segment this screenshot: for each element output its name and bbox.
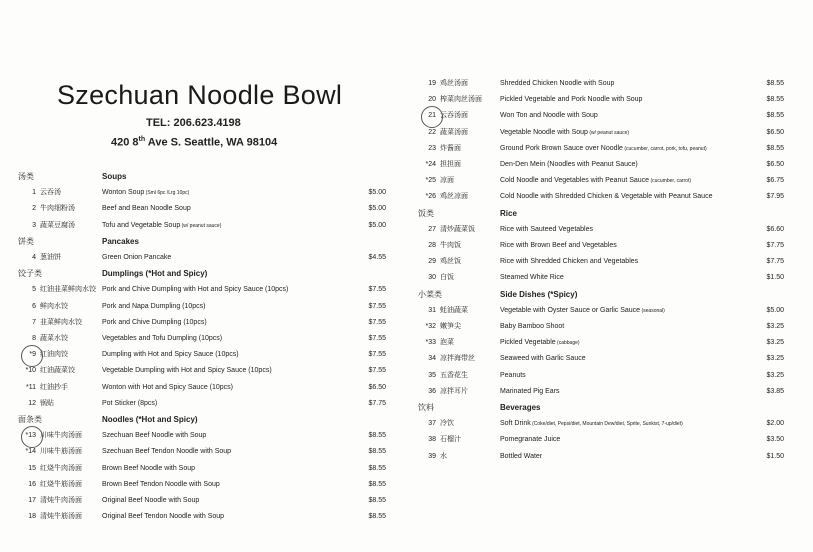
menu-item [18,494,388,508]
item-english-name: Pork and Chive Dumpling (10pcs) [102,318,207,326]
item-note: (cucumber, carrot) [649,178,692,185]
menu-item [418,126,788,140]
restaurant-name: Szechuan Noodle Bowl [57,80,343,110]
item-number: 19 [428,80,436,87]
item-english-name: Cold Noodle with Shredded Chicken & Vegetable with Peanut Sauce [500,193,713,201]
section-header [418,288,788,302]
item-number: 29 [428,258,436,266]
item-number: 3 [32,221,36,229]
item-english-name: Vegetable Noodle with Soup (w/ peanut sauce) [500,128,630,136]
menu-item [418,304,788,318]
item-price: $7.75 [368,399,386,407]
item-english-name: Ground Pork Brown Sauce over Noodle (cucumber, carrot, pork, tofu, peanut) [500,144,707,152]
menu-item [418,320,788,334]
item-price: $7.75 [766,242,784,249]
item-english-name: Marinated Pig Ears [500,387,560,395]
menu-item [18,397,388,411]
menu-item [418,223,788,237]
item-number: 6 [32,302,36,310]
item-chinese-name: 炸酱面 [440,144,461,152]
section-english-name: Pancakes [102,236,139,246]
item-chinese-name: 鸡丝饭 [440,258,461,266]
item-price: $8.55 [766,112,784,120]
menu-item [18,462,388,476]
item-price: $7.95 [766,193,784,201]
item-chinese-name: 红油蔬菜饺 [40,367,75,375]
item-chinese-name: 牛肉饭 [440,242,461,249]
item-chinese-name: 红油抄手 [40,383,68,391]
menu-item [418,239,788,253]
item-number: 27 [428,225,436,233]
item-price: $6.50 [766,128,784,136]
section-chinese-name: 汤类 [18,172,34,181]
item-price: $8.55 [766,96,784,104]
item-english-name: Pork and Napa Dumpling (10pcs) [102,302,206,310]
section-english-name: Side Dishes (*Spicy) [500,289,578,299]
item-number: 30 [428,274,436,282]
item-english-name: Pickled Vegetable (cabbage) [500,339,580,347]
item-number: 12 [28,399,36,407]
item-chinese-name: 担担面 [440,161,461,168]
item-english-name: Original Beef Noodle with Soup [102,497,200,504]
menu-item [418,174,788,188]
menu-item [18,381,388,395]
item-price: $5.00 [368,205,386,213]
item-english-name: Vegetable with Oyster Sauce or Garlic Sauce (seasonal) [500,306,665,314]
item-chinese-name: 锅贴 [40,399,54,407]
section-header [18,267,388,281]
item-number: *13 [25,432,36,440]
item-chinese-name: 泡菜 [440,339,454,347]
menu-item [18,429,388,443]
menu-item [418,417,788,431]
menu-item [18,348,388,362]
item-number: 23 [428,144,436,152]
item-price: $7.55 [368,367,386,375]
item-note: (cucumber, carrot, pork, tofu, peanut) [622,145,707,152]
item-price: $6.75 [766,177,784,185]
item-chinese-name: 嫩笋尖 [440,323,461,330]
item-price: $8.55 [368,448,386,456]
item-price: $6.50 [766,161,784,168]
item-number: 28 [428,242,436,249]
item-price: $6.60 [766,225,784,233]
item-number: *32 [425,323,436,330]
item-number: *26 [425,193,436,201]
item-chinese-name: 冷饮 [440,420,454,428]
section-header [18,170,388,184]
menu-item [18,316,388,330]
section-chinese-name: 饭类 [418,208,434,218]
item-price: $2.00 [766,420,784,428]
menu-item [418,450,788,464]
item-english-name: Pot Sticker (8pcs) [102,399,158,407]
item-price: $8.55 [766,80,784,87]
section-chinese-name: 饮料 [418,403,434,412]
item-english-name: Den-Den Mein (Noodles with Peanut Sauce) [500,161,638,168]
item-number: 18 [28,513,36,521]
menu-item [18,300,388,314]
item-price: $8.55 [368,513,386,521]
item-price: $5.00 [368,221,386,229]
item-english-name: Szechuan Beef Noodle with Soup [102,432,207,440]
item-number: *10 [25,367,36,375]
item-price: $4.55 [368,254,386,261]
item-number: *25 [425,177,436,185]
item-chinese-name: 水 [440,452,447,460]
item-english-name: Won Ton and Noodle with Soup [500,112,598,120]
item-chinese-name: 石榴汁 [440,436,461,444]
item-number: *24 [425,161,436,168]
item-note: (w/ peanut sauce) [587,129,630,136]
item-number: 15 [28,464,36,472]
menu-item [418,385,788,399]
item-chinese-name: 红烧牛肉汤面 [40,464,82,472]
item-english-name: Pomegranate Juice [500,436,561,444]
item-english-name: Rice with Shredded Chicken and Vegetables [500,258,639,266]
item-price: $8.55 [368,464,386,472]
menu-item [418,190,788,204]
item-price: $8.55 [766,144,784,152]
item-number: 38 [428,436,436,444]
section-english-name: Rice [500,208,517,218]
item-price: $6.50 [368,383,386,391]
section-english-name: Dumplings (*Hot and Spicy) [102,269,208,279]
item-number: 1 [32,189,36,197]
item-chinese-name: 五香花生 [440,371,468,379]
item-price: $3.25 [766,339,784,347]
menu-item [418,336,788,350]
menu-item [18,510,388,524]
item-english-name: Wonton Soup (Sml 6pc /Lrg 10pc) [102,189,190,197]
item-english-name: Steamed White Rice [500,274,564,282]
item-number: 37 [428,420,436,428]
item-number: *9 [29,351,36,359]
address-number: 420 8 [111,136,139,149]
menu-item [18,478,388,492]
item-number: 36 [428,387,436,395]
item-chinese-name: 蔬菜水饺 [40,335,68,342]
item-english-name: Peanuts [500,371,526,379]
section-header [418,401,788,415]
item-english-name: Cold Noodle and Vegetables with Peanut Sauce (cucumber, carrot) [500,177,692,185]
item-number: 17 [28,497,36,504]
section-header [18,235,388,249]
item-chinese-name: 榨菜肉丝汤面 [440,96,482,104]
item-chinese-name: 白饭 [440,274,454,282]
menu-item [418,158,788,172]
item-price: $3.50 [766,436,784,444]
item-chinese-name: 红烧牛筋汤面 [40,480,82,488]
item-price: $7.55 [368,351,386,359]
item-english-name: Rice with Brown Beef and Vegetables [500,242,617,249]
item-note: (Coke/diet, Pepsi/diet, Mountain Dew/diet, Sprite, Sunkist, 7-up/diet) [530,421,683,428]
item-chinese-name: 川味牛筋汤面 [40,448,82,456]
item-english-name: Pork and Chive Dumpling with Hot and Spicy Sauce (10pcs) [102,286,289,294]
menu-item [18,445,388,459]
menu-item [18,364,388,378]
item-number: 20 [428,96,436,104]
menu-item [18,186,388,200]
phone-number: TEL: 206.623.4198 [146,117,241,129]
item-english-name: Rice with Sauteed Vegetables [500,225,594,233]
item-number: 8 [32,335,36,342]
menu-item [418,271,788,285]
item-english-name: Pickled Vegetable and Pork Noodle with Soup [500,96,643,104]
item-chinese-name: 葱油饼 [40,254,61,261]
section-chinese-name: 饺子类 [18,269,42,279]
menu-item [418,93,788,107]
item-english-name: Dumpling with Hot and Spicy Sauce (10pcs) [102,351,239,359]
menu-item [418,433,788,447]
item-number: 5 [32,286,36,294]
item-chinese-name: 鲜肉水饺 [40,302,68,310]
item-chinese-name: 红油韭菜鲜肉水饺 [40,286,96,294]
item-english-name: Vegetable Dumpling with Hot and Spicy Sauce (10pcs) [102,367,272,375]
item-english-name: Soft Drink (Coke/diet, Pepsi/diet, Mountain Dew/diet, Sprite, Sunkist, 7-up/diet) [500,420,683,428]
item-number: 34 [428,355,436,363]
item-english-name: Beef and Bean Noodle Soup [102,205,191,213]
section-chinese-name: 小菜类 [418,289,442,299]
item-price: $7.55 [368,318,386,326]
item-number: 7 [32,318,36,326]
item-number: 4 [32,254,36,261]
section-chinese-name: 饼类 [18,236,34,246]
item-chinese-name: 蔬菜汤面 [440,128,468,136]
item-chinese-name: 红油肉饺 [40,351,68,359]
menu-item [18,202,388,216]
address-street: Ave S. Seattle, WA 98104 [145,136,278,149]
item-price: $5.00 [368,189,386,197]
item-chinese-name: 牛肉细粉汤 [40,205,75,213]
item-english-name: Brown Beef Noodle with Soup [102,464,195,472]
item-chinese-name: 清炒蔬菜饭 [440,225,475,233]
item-price: $1.50 [766,274,784,282]
item-price: $5.00 [766,306,784,314]
item-english-name: Vegetables and Tofu Dumpling (10pcs) [102,335,223,342]
item-price: $7.75 [766,258,784,266]
item-english-name: Szechuan Beef Tendon Noodle with Soup [102,448,232,456]
item-note: (seasonal) [640,307,665,314]
item-chinese-name: 韭菜鲜肉水饺 [40,318,82,326]
item-price: $3.25 [766,323,784,330]
item-english-name: Wonton with Hot and Spicy Sauce (10pcs) [102,383,233,391]
item-chinese-name: 清炖牛肉汤面 [40,497,82,504]
item-note: (Sml 6pc /Lrg 10pc) [144,190,190,197]
item-english-name: Bottled Water [500,452,543,460]
item-chinese-name: 云吞汤面 [440,112,468,120]
item-price: $7.55 [368,286,386,294]
menu-item [18,332,388,346]
item-chinese-name: 凉面 [440,177,454,185]
item-number: *33 [425,339,436,347]
menu-item [418,77,788,91]
item-chinese-name: 川味牛肉汤面 [40,432,82,440]
item-number: *14 [25,448,36,456]
menu-item [418,142,788,156]
menu-item [418,369,788,383]
item-chinese-name: 鸡丝凉面 [440,193,468,201]
section-english-name: Noodles (*Hot and Spicy) [102,415,198,424]
item-price: $7.55 [368,302,386,310]
item-chinese-name: 云吞汤 [40,189,61,197]
section-chinese-name: 面条类 [18,415,42,424]
item-price: $8.55 [368,497,386,504]
menu-item [418,255,788,269]
item-number: 16 [28,480,36,488]
item-english-name: Original Beef Tendon Noodle with Soup [102,513,225,521]
item-english-name: Baby Bamboo Shoot [500,323,565,330]
item-number: *11 [26,383,36,391]
item-price: $3.25 [766,371,784,379]
item-note: (w/ peanut sauce) [180,222,222,229]
item-english-name: Green Onion Pancake [102,254,172,261]
item-number: 2 [32,205,36,213]
section-english-name: Soups [102,172,127,181]
item-price: $8.55 [368,432,386,440]
address [111,136,277,149]
menu-item [418,109,788,123]
section-english-name: Beverages [500,403,541,412]
item-price: $3.25 [766,355,784,363]
item-chinese-name: 凉拌耳片 [440,387,468,395]
item-english-name: Seaweed with Garlic Sauce [500,355,586,363]
menu-item [18,283,388,297]
item-chinese-name: 清炖牛筋汤面 [40,513,82,521]
address-suffix: th [138,136,146,143]
item-price: $8.55 [368,480,386,488]
item-price: $3.85 [766,387,784,395]
item-price: $1.50 [766,452,784,460]
section-header [18,413,388,427]
item-chinese-name: 凉拌海带丝 [440,355,475,363]
menu-item [18,219,388,233]
item-english-name: Brown Beef Tendon Noodle with Soup [102,480,220,488]
item-english-name: Tofu and Vegetable Soup (w/ peanut sauce) [102,221,222,229]
item-note: (cabbage) [555,340,580,347]
item-number: 22 [428,128,436,136]
menu-item [418,352,788,366]
item-number: 39 [428,452,436,460]
item-number: 35 [428,371,436,379]
section-header [418,207,788,221]
item-number: 31 [428,306,436,314]
menu-item [18,251,388,265]
item-chinese-name: 蔬菜豆腐汤 [40,221,75,229]
item-number: 21 [428,112,436,120]
item-price: $7.55 [368,335,386,342]
item-chinese-name: 蚝油蔬菜 [440,306,468,314]
item-chinese-name: 鸡丝汤面 [440,80,468,87]
item-english-name: Shredded Chicken Noodle with Soup [500,80,615,87]
